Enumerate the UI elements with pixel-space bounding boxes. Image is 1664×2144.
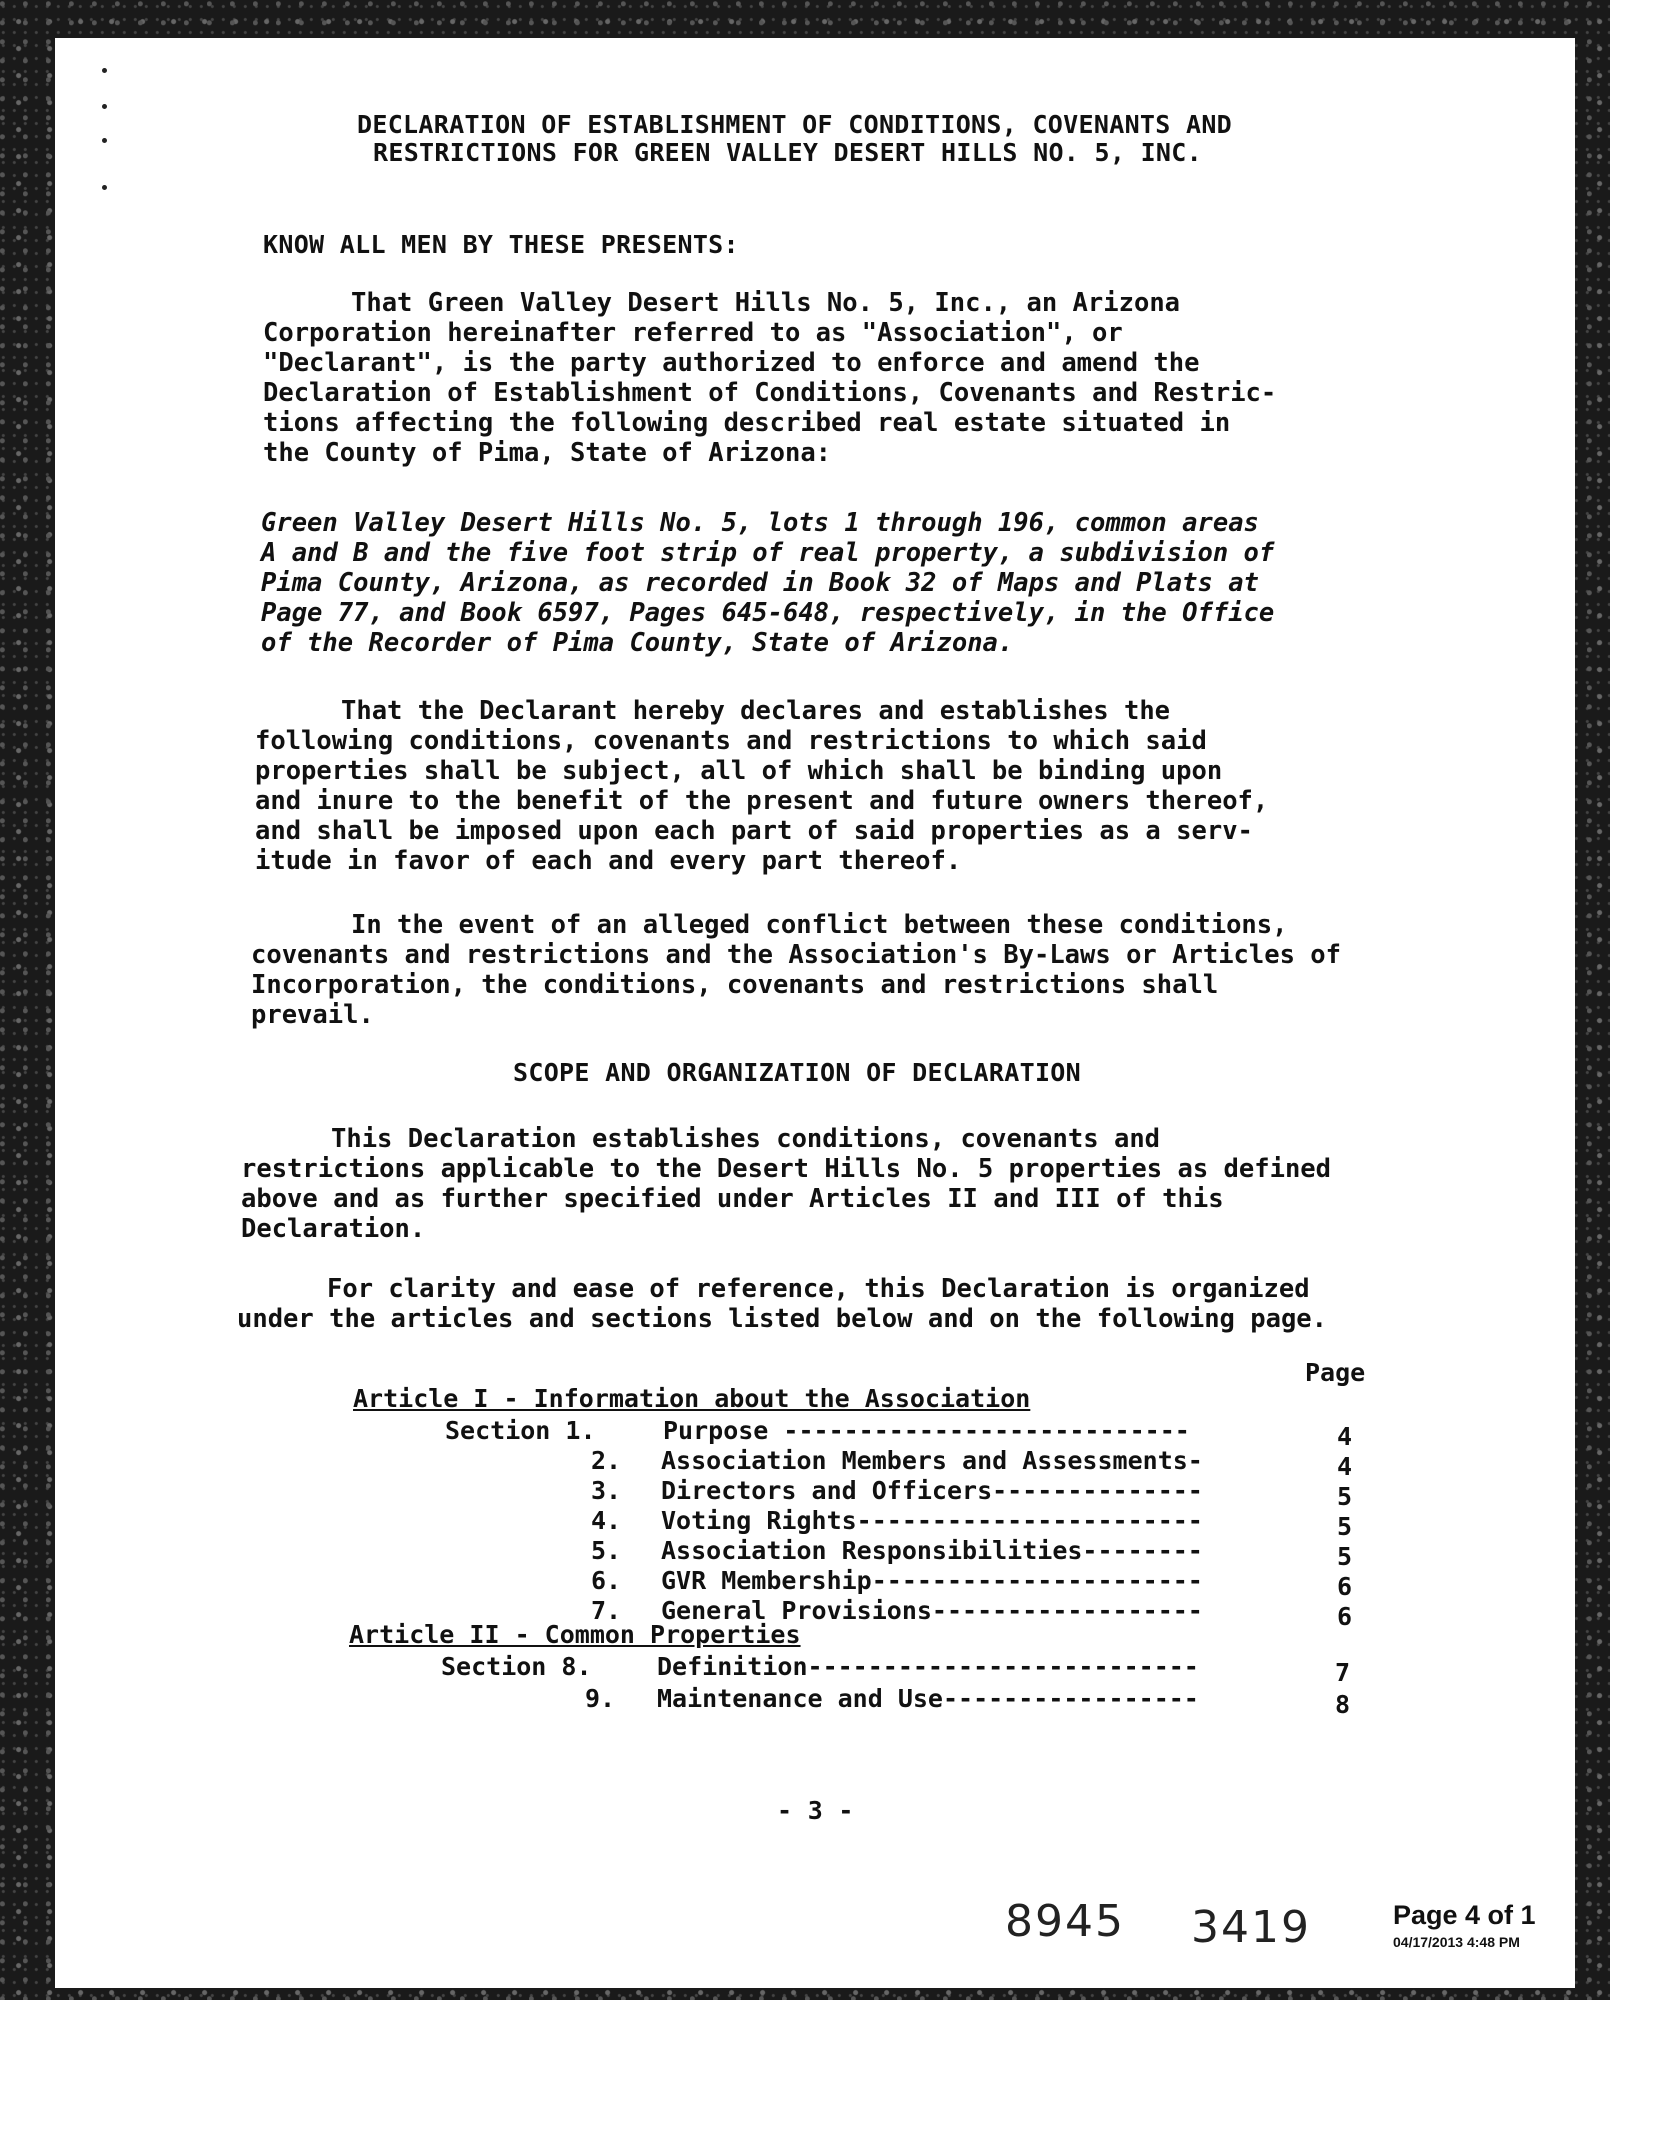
blank-margin (0, 2000, 1664, 2144)
toc-row-page: 5 (1337, 1512, 1353, 1541)
toc-row-prefix: 5. (591, 1536, 622, 1565)
toc-row-label: Directors and Officers-------------- (661, 1476, 1203, 1505)
toc-article-1: Article I - Information about the Association (353, 1384, 1031, 1413)
paragraph-line: covenants and restrictions and the Association's By-Laws or Articles of (251, 940, 1342, 970)
toc-article-2: Article II - Common Properties (349, 1620, 801, 1649)
recording-number-left: 8945 (1005, 1896, 1125, 1947)
toc-row-label: GVR Membership---------------------- (661, 1566, 1203, 1595)
paragraph-line: Page 77, and Book 6597, Pages 645-648, respectively, in the Office (261, 598, 1275, 628)
page-number: - 3 - (777, 1796, 854, 1825)
paragraph-line: the County of Pima, State of Arizona: (263, 438, 832, 468)
scan-speck (102, 104, 107, 109)
paragraph-line: and inure to the benefit of the present and future owners thereof, (255, 786, 1269, 816)
document-title-line2: RESTRICTIONS FOR GREEN VALLEY DESERT HILLS NO. 5, INC. (373, 138, 1202, 167)
paragraph-line: following conditions, covenants and restrictions to which said (255, 726, 1207, 756)
toc-row-page: 6 (1337, 1602, 1353, 1631)
scan-speck (102, 138, 107, 143)
paragraph-line: Pima County, Arizona, as recorded in Book 32 of Maps and Plats at (261, 568, 1259, 598)
paragraph-line: In the event of an alleged conflict between these conditions, (351, 910, 1288, 940)
paragraph-line: That the Declarant hereby declares and establishes the (341, 696, 1171, 726)
paragraph-line: A and B and the five foot strip of real property, a subdivision of (261, 538, 1275, 568)
toc-row-page: 4 (1337, 1452, 1353, 1481)
toc-row-label: Voting Rights----------------------- (661, 1506, 1203, 1535)
toc-row-prefix: Section 1. (445, 1416, 596, 1445)
scope-heading: SCOPE AND ORGANIZATION OF DECLARATION (513, 1058, 1081, 1087)
paragraph-line: prevail. (251, 1000, 374, 1030)
print-timestamp: 04/17/2013 4:48 PM (1393, 1934, 1520, 1950)
paragraph-line: of the Recorder of Pima County, State of Arizona. (261, 628, 1014, 658)
toc-row-page: 8 (1335, 1690, 1351, 1719)
toc-row-page: 5 (1337, 1482, 1353, 1511)
toc-row-label: Association Members and Assessments- (661, 1446, 1203, 1475)
toc-row-page: 6 (1337, 1572, 1353, 1601)
recording-number-right: 3419 (1191, 1902, 1311, 1953)
paragraph-line: and shall be imposed upon each part of said properties as a serv- (255, 816, 1253, 846)
toc-row-label: Definition-------------------------- (657, 1652, 1199, 1681)
document-title-line1: DECLARATION OF ESTABLISHMENT OF CONDITIONS, COVENANTS AND (357, 110, 1233, 139)
paragraph-line: For clarity and ease of reference, this Declaration is organized (327, 1274, 1310, 1304)
paragraph-line: Corporation hereinafter referred to as "Association", or (263, 318, 1123, 348)
toc-row-prefix: 2. (591, 1446, 622, 1475)
toc-row-label: General Provisions------------------ (661, 1596, 1203, 1625)
page-of-indicator: Page 4 of 1 (1393, 1900, 1536, 1930)
toc-row-page: 5 (1337, 1542, 1353, 1571)
paragraph-line: "Declarant", is the party authorized to enforce and amend the (263, 348, 1200, 378)
paragraph-line: properties shall be subject, all of which shall be binding upon (255, 756, 1223, 786)
toc-page-header: Page (1305, 1358, 1366, 1387)
toc-row-page: 7 (1335, 1658, 1351, 1687)
intro-heading: KNOW ALL MEN BY THESE PRESENTS: (263, 230, 739, 259)
paragraph-line: This Declaration establishes conditions, covenants and (331, 1124, 1161, 1154)
paragraph-line: Declaration of Establishment of Conditions, Covenants and Restric- (263, 378, 1277, 408)
paragraph-line: Incorporation, the conditions, covenants and restrictions shall (251, 970, 1219, 1000)
paragraph-line: Green Valley Desert Hills No. 5, lots 1 through 196, common areas (261, 508, 1259, 538)
paragraph-line: Declaration. (241, 1214, 426, 1244)
document-page (55, 38, 1575, 1988)
scan-speck (102, 68, 107, 73)
paragraph-line: restrictions applicable to the Desert Hills No. 5 properties as defined (241, 1154, 1332, 1184)
paragraph-line: tions affecting the following described real estate situated in (263, 408, 1231, 438)
toc-row-prefix: 3. (591, 1476, 622, 1505)
toc-row-prefix: 9. (585, 1684, 616, 1713)
toc-row-prefix: Section 8. (441, 1652, 592, 1681)
toc-row-prefix: 4. (591, 1506, 622, 1535)
toc-row-label: Association Responsibilities-------- (661, 1536, 1203, 1565)
toc-row-label: Purpose --------------------------- (663, 1416, 1190, 1445)
toc-row-prefix: 7. (591, 1596, 622, 1625)
paragraph-line: That Green Valley Desert Hills No. 5, Inc., an Arizona (351, 288, 1181, 318)
paragraph-line: itude in favor of each and every part thereof. (255, 846, 962, 876)
paragraph-line: under the articles and sections listed below and on the following page. (237, 1304, 1328, 1334)
paragraph-line: above and as further specified under Articles II and III of this (241, 1184, 1224, 1214)
toc-row-label: Maintenance and Use----------------- (657, 1684, 1199, 1713)
scan-speck (102, 185, 107, 190)
toc-row-page: 4 (1337, 1422, 1353, 1451)
toc-row-prefix: 6. (591, 1566, 622, 1595)
